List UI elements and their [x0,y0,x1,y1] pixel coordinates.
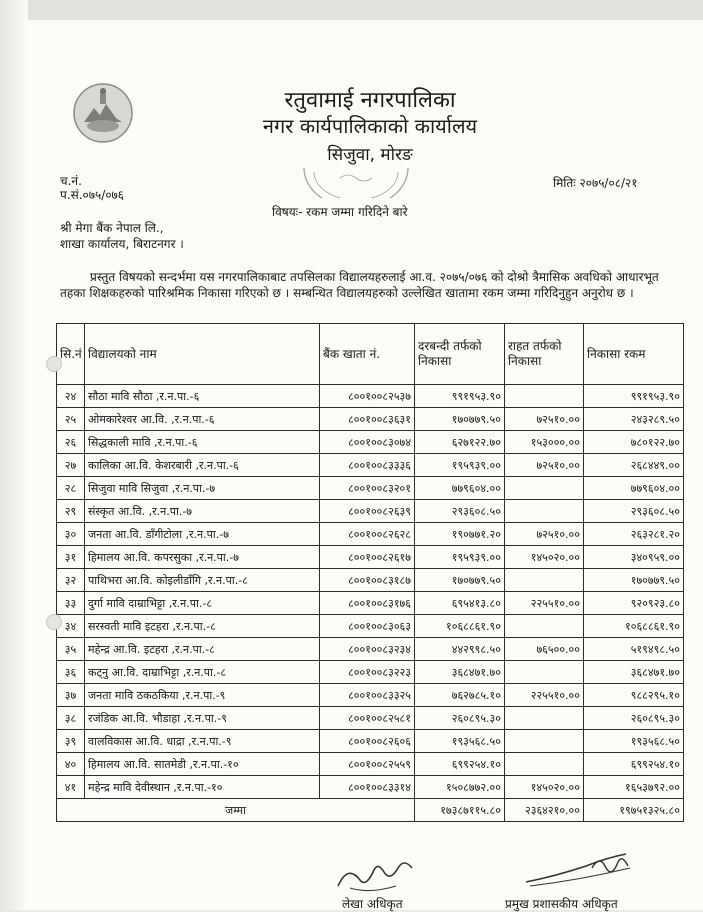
cell-darbandi: २९३६०८.५० [415,500,505,523]
cao-label: प्रमुख प्रशासकीय अधिकृत [505,897,618,911]
cell-school-name: महेन्द्र मावि देवीस्थान ,र.न.पा.-१० [85,776,320,799]
cell-nikasa: २६८४४९.०० [584,454,684,477]
cell-serial: ३० [57,523,85,546]
cell-serial: ३१ [57,546,85,569]
cell-account-number: ८००१००८२५८१ [320,707,415,730]
cell-darbandi: १९५९३९.०० [415,454,505,477]
cell-rahat [505,753,584,776]
cell-darbandi: ६२७१२२.७० [415,431,505,454]
cell-darbandi: ६९९२५४.१० [415,753,505,776]
cell-serial: ३३ [57,592,85,615]
payment-table [56,323,684,822]
cell-nikasa: ९८८२९५.१० [584,684,684,707]
total-darbandi: १७३८७११५.८० [415,799,505,822]
cell-serial: २४ [57,385,85,408]
patra-sankhya: प.सं.०७५/०७६ [60,188,125,202]
cell-nikasa: २४३२८९.५० [584,408,684,431]
accounts-officer-signature-icon [330,858,420,898]
cell-nikasa: २६३२८१.२० [584,523,684,546]
cell-serial: ३७ [57,684,85,707]
cell-account-number: ८००१००८३१८७ [320,569,415,592]
cell-nikasa: ३६८४७१.७० [584,661,684,684]
table-header-row [57,324,684,385]
cell-darbandi: १५०८७७२.०० [415,776,505,799]
cell-school-name: सरस्वती मावि इटहरा ,र.न.पा.-८ [85,615,320,638]
cell-rahat: १४५०२०.०० [505,776,584,799]
table-row [57,592,684,615]
col-header-school: विद्यालयको नाम [85,324,320,385]
col-header-serial: सि.नं [57,324,85,385]
cell-nikasa: ७८०१२२.७० [584,431,684,454]
municipality-name: रतुवामाई नगरपालिका [284,88,456,113]
cell-darbandi: ७६२७८५.१० [415,684,505,707]
cell-rahat: २२५५१०.०० [505,684,584,707]
table-row [57,546,684,569]
table-row [57,408,684,431]
cell-darbandi: १९५९३९.०० [415,546,505,569]
cell-rahat: ७२५१०.०० [505,523,584,546]
cell-rahat [505,661,584,684]
office-stamp-icon [300,138,412,198]
cell-nikasa: २६०८९५.३० [584,707,684,730]
cell-rahat: ७६५००.०० [505,638,584,661]
cell-nikasa: ५१९४९८.५० [584,638,684,661]
table-row [57,385,684,408]
cell-serial: ३९ [57,730,85,753]
cell-school-name: ओमकारेश्वर आ.वि. ,र.न.पा.-६ [85,408,320,431]
col-header-rahat: राहत तर्फको निकासा [505,324,584,385]
addressee-line1: श्री मेगा बैंक नेपाल लि., [60,221,164,235]
total-nikasa: १९७५१३२५.८० [584,799,684,822]
col-header-nikasa: निकासा रकम [584,324,684,385]
cell-nikasa: १६५३७९२.०० [584,776,684,799]
table-row [57,477,684,500]
cell-serial: ३२ [57,569,85,592]
body-paragraph: प्रस्तुत विषयको सन्दर्भमा यस नगरपालिकाबाट तपसिलका विद्यालयहरुलाई आ.व. २०७५/०७६ को दोश्रो त्रैमासिक अवधिको आधारभूत तहका शिक्षकहरुको पारिश्रमिक निकासा गरिएको छ । सम्बन्धित विद्यालयहरुको उल्लेखित खातामा रकम जम्मा गरिदिनुहुन अनुरोध छ । [60,270,659,300]
addressee-line2: शाखा कार्यालय, बिराटनगर । [60,237,184,251]
cell-darbandi: १७०७७९.५० [415,569,505,592]
table-row [57,684,684,707]
cell-school-name: पाथिभरा आ.वि. कोइलीडाँगि ,र.न.पा.-८ [85,569,320,592]
cell-school-name: सौठा मावि सौठा ,र.न.पा.-६ [85,385,320,408]
cell-darbandi: ३६८४७१.७० [415,661,505,684]
chalani-number: च.नं. [60,174,82,188]
cell-account-number: ८००१००८२६१७ [320,546,415,569]
table-row [57,523,684,546]
cell-darbandi: ७७९६०४.०० [415,477,505,500]
cell-serial: ३५ [57,638,85,661]
cell-darbandi: १७०७७९.५० [415,408,505,431]
cell-serial: ३४ [57,615,85,638]
cell-account-number: ८००१००८३०७४ [320,431,415,454]
table-row [57,661,684,684]
cell-rahat: ७२५१०.०० [505,408,584,431]
table-row [57,730,684,753]
cell-nikasa: १०६८८६१.९० [584,615,684,638]
cell-darbandi: ६९५४१३.८० [415,592,505,615]
table-row [57,431,684,454]
cell-darbandi: १९०७७१.२० [415,523,505,546]
cell-account-number: ८००१००८२६०६ [320,730,415,753]
cell-account-number: ८००१००८३३२५ [320,684,415,707]
cell-account-number: ८००१००८३३३६ [320,454,415,477]
cell-darbandi: २६०८९५.३० [415,707,505,730]
cell-serial: २९ [57,500,85,523]
cell-nikasa: ६९९२५४.१० [584,753,684,776]
cell-rahat [505,385,584,408]
cell-serial: २७ [57,454,85,477]
cell-school-name: कट्नु आ.वि. दाम्राभिट्टा ,र.न.पा.-८ [85,661,320,684]
cell-rahat: १५३०००.०० [505,431,584,454]
cell-serial: २६ [57,431,85,454]
table-total-row [57,799,684,822]
cell-school-name: हिमालय आ.वि. सातमेडी ,र.न.पा.-१० [85,753,320,776]
cell-serial: ४१ [57,776,85,799]
cell-account-number: ८००१००८३२०१ [320,477,415,500]
cell-nikasa: ९२०९२३.८० [584,592,684,615]
cell-nikasa: १७०७७९.५० [584,569,684,592]
col-header-darbandi: दरबन्दी तर्फको निकासा [415,324,505,385]
cell-account-number: ८००१००८२६२८ [320,523,415,546]
cell-rahat [505,615,584,638]
cell-school-name: वालविकास आ.वि. धाद्रा ,र.न.पा.-९ [85,730,320,753]
cell-nikasa: ९९१९५३.९० [584,385,684,408]
office-name: नगर कार्यपालिकाको कार्यालय [262,114,478,138]
punch-hole [46,614,62,630]
cell-school-name: हिमालय आ.वि. कपरसुका ,र.न.पा.-७ [85,546,320,569]
cell-darbandi: १९३५६८.५० [415,730,505,753]
cell-account-number: ८००१००८३२३४ [320,638,415,661]
cell-serial: २८ [57,477,85,500]
cell-nikasa: १९३५६८.५० [584,730,684,753]
cell-school-name: कालिका आ.वि. केशरबारी ,र.न.पा.-६ [85,454,320,477]
cell-account-number: ८००१००८३६३१ [320,408,415,431]
cell-school-name: दुर्गा मावि दाम्राभिट्टा ,र.न.पा.-८ [85,592,320,615]
cell-rahat: २२५५१०.०० [505,592,584,615]
letter-body [60,269,685,301]
table-row [57,776,684,799]
cell-school-name: सिजुवा मावि सिजुवा ,र.न.पा.-७ [85,477,320,500]
total-label: जम्मा [57,799,415,822]
cao-signature-icon [520,848,640,890]
cell-rahat [505,569,584,592]
letter-date: मितिः २०७५/०८/२१ [553,176,638,190]
cell-account-number: ८००१००८३३१४ [320,776,415,799]
table-row [57,638,684,661]
cell-serial: २५ [57,408,85,431]
letter-subject: विषयः- रकम जम्मा गरिदिने बारे [272,205,408,219]
cell-account-number: ८००१००८३२२३ [320,661,415,684]
cell-account-number: ८००१००८२५५९ [320,753,415,776]
office-location: सिजुवा, मोरङ [327,145,413,165]
cell-school-name: संस्कृत आ.वि. ,र.न.पा.-७ [85,500,320,523]
table-row [57,707,684,730]
cell-serial: ४० [57,753,85,776]
table-row [57,569,684,592]
cell-rahat [505,500,584,523]
cell-rahat [505,707,584,730]
punch-hole [46,356,62,372]
cell-rahat [505,730,584,753]
cell-school-name: रजंडिक आ.वि. भौडाहा ,र.न.पा.-९ [85,707,320,730]
cell-rahat: ७२५१०.०० [505,454,584,477]
cell-nikasa: २९३६०८.५० [584,500,684,523]
cell-school-name: जनता आ.वि. डाँगीटोला ,र.न.पा.-७ [85,523,320,546]
cell-darbandi: १०६८८६१.९० [415,615,505,638]
cell-rahat [505,477,584,500]
cell-account-number: ८००१००८३१७६ [320,592,415,615]
cell-account-number: ८००१००८३०६३ [320,615,415,638]
cell-school-name: महेन्द्र आ.वि. इटहरा ,र.न.पा.-८ [85,638,320,661]
cell-account-number: ८००१००८२५३७ [320,385,415,408]
cell-rahat: १४५०२०.०० [505,546,584,569]
cell-account-number: ८००१००८२६३९ [320,500,415,523]
table-row [57,454,684,477]
cell-darbandi: ४४२९९८.५० [415,638,505,661]
table-row [57,615,684,638]
cell-darbandi: ९९१९५३.९० [415,385,505,408]
table-row [57,753,684,776]
nepal-emblem-icon [72,82,134,144]
cell-school-name: सिद्धकाली मावि ,र.न.पा.-६ [85,431,320,454]
table-row [57,500,684,523]
cell-nikasa: ३४०९५९.०० [584,546,684,569]
accounts-officer-label: लेखा अधिकृत [342,897,403,911]
total-rahat: २३६४२१०.०० [505,799,584,822]
cell-serial: ३८ [57,707,85,730]
cell-school-name: जनता मावि ठकठकिया ,र.न.पा.-९ [85,684,320,707]
col-header-account: बैंक खाता नं. [320,324,415,385]
cell-serial: ३६ [57,661,85,684]
cell-nikasa: ७७९६०४.०० [584,477,684,500]
